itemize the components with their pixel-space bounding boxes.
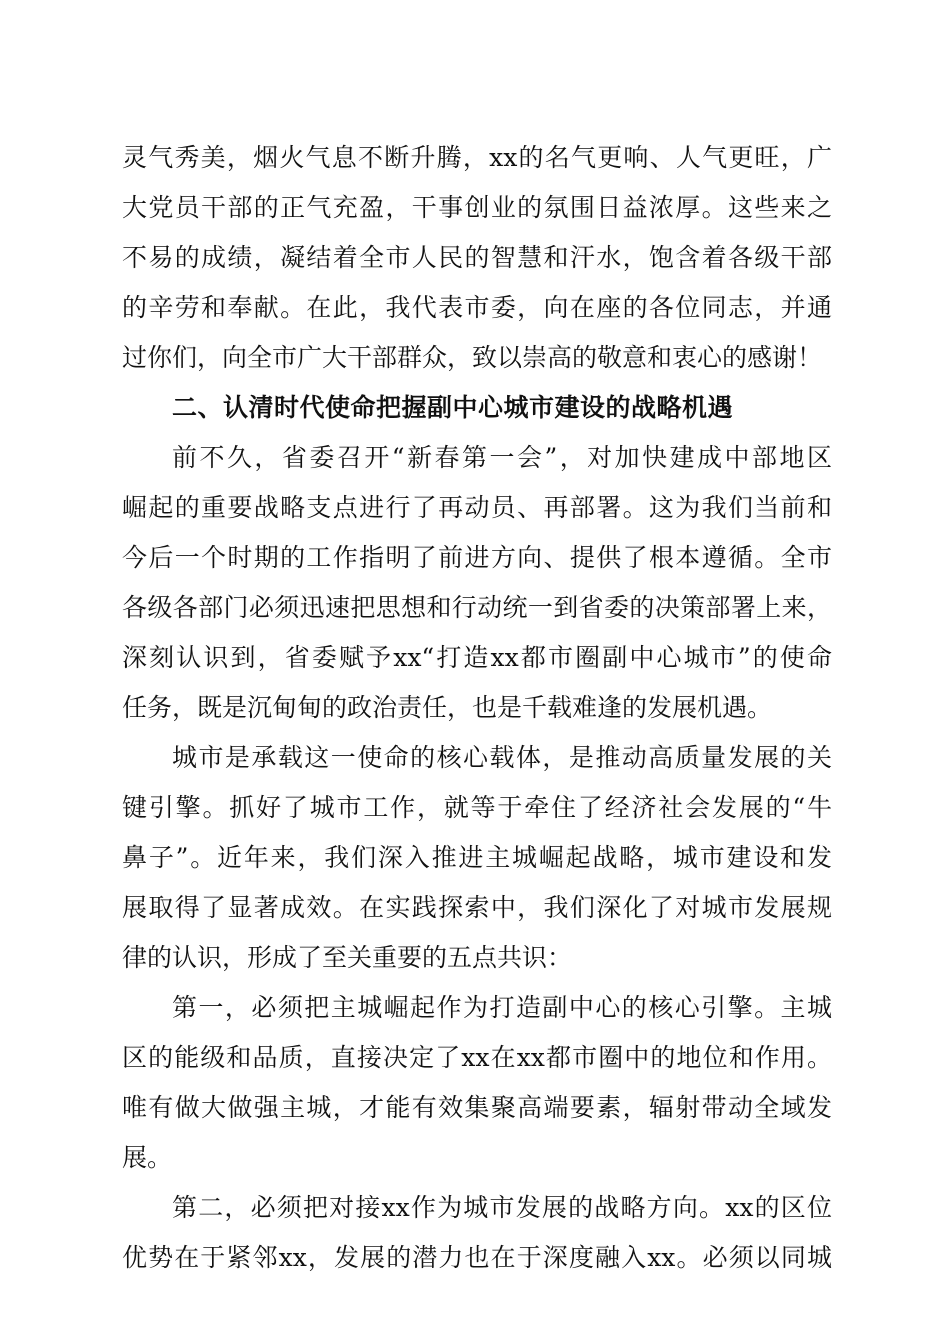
- paragraph-line: 过你们，向全市广大干部群众，致以崇高的敬意和衷心的感谢！: [122, 343, 823, 372]
- paragraph-line: 今后一个时期的工作指明了前进方向、提供了根本遵循。全市: [122, 543, 832, 572]
- paragraph-line: 展取得了显著成效。在实践探索中，我们深化了对城市发展规: [122, 893, 832, 922]
- paragraph-line: 崛起的重要战略支点进行了再动员、再部署。这为我们当前和: [122, 493, 832, 522]
- paragraph-line: 区的能级和品质，直接决定了xx在xx都市圈中的地位和作用。: [122, 1043, 832, 1072]
- paragraph-line: 任务，既是沉甸甸的政治责任，也是千载难逢的发展机遇。: [122, 693, 773, 722]
- paragraph-line: 鼻子”。近年来，我们深入推进主城崛起战略，城市建设和发: [122, 843, 832, 872]
- paragraph-line: 展。: [122, 1143, 173, 1172]
- paragraph-line: 大党员干部的正气充盈，干事创业的氛围日益浓厚。这些来之: [122, 193, 832, 222]
- paragraph-line: 深刻认识到，省委赋予xx“打造xx都市圈副中心城市”的使命: [122, 643, 832, 672]
- paragraph-line: 城市是承载这一使命的核心载体，是推动高质量发展的关: [172, 743, 832, 772]
- paragraph-line: 前不久，省委召开“新春第一会”，对加快建成中部地区: [172, 443, 832, 472]
- paragraph-line: 第二，必须把对接xx作为城市发展的战略方向。xx的区位: [172, 1193, 832, 1222]
- paragraph-line: 律的认识，形成了至关重要的五点共识：: [122, 943, 573, 972]
- paragraph-line: 各级各部门必须迅速把思想和行动统一到省委的决策部署上来，: [122, 593, 832, 622]
- paragraph-line: 第一，必须把主城崛起作为打造副中心的核心引擎。主城: [172, 993, 832, 1022]
- paragraph-line: 优势在于紧邻xx，发展的潜力也在于深度融入xx。必须以同城: [122, 1243, 832, 1272]
- paragraph-line: 灵气秀美，烟火气息不断升腾，xx的名气更响、人气更旺，广: [122, 143, 832, 172]
- section-heading: 二、认清时代使命把握副中心城市建设的战略机遇: [172, 393, 734, 422]
- paragraph-line: 的辛劳和奉献。在此，我代表市委，向在座的各位同志，并通: [122, 293, 832, 322]
- paragraph-line: 不易的成绩，凝结着全市人民的智慧和汗水，饱含着各级干部: [122, 243, 832, 272]
- paragraph-line: 唯有做大做强主城，才能有效集聚高端要素，辐射带动全域发: [122, 1093, 832, 1122]
- paragraph-line: 键引擎。抓好了城市工作，就等于牵住了经济社会发展的“牛: [122, 793, 832, 822]
